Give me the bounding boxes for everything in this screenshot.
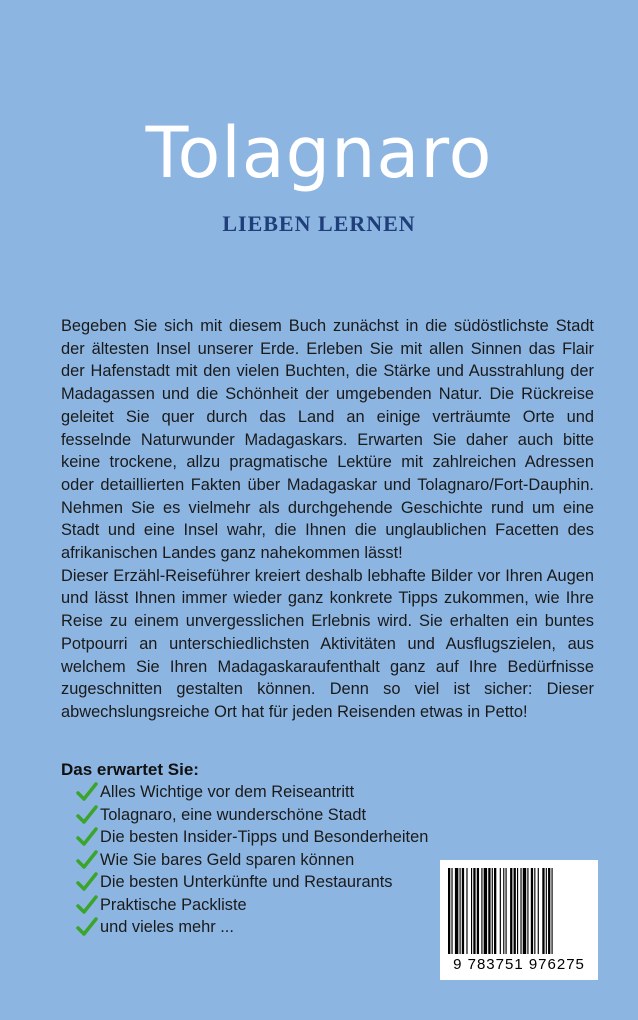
feature-label: Die besten Insider-Tipps und Besonderheiten bbox=[100, 828, 429, 846]
feature-label: und vieles mehr ... bbox=[100, 918, 234, 936]
blurb-paragraph-2: Dieser Erzähl-Reiseführer kreiert deshalb lebhafte Bilder vor Ihren Augen und lässt Ihnen immer wieder ganz konkrete Tipps zukommen, wie Ihre Reise zu einem unvergesslichen Erlebnis wird. Sie erhalten ein buntes Potpourri an unterschiedlichsten Aktivitäten und Ausflugszielen, aus welchem Sie Ihren Madagaskaraufenthalt ganz auf Ihre Bedürfnisse zugeschnitten gestalten können. Denn so viel ist sicher: Dieser abwechslungsreiche Ort hat für jeden Reisenden etwas in Petto! bbox=[61, 566, 594, 721]
barcode-bars bbox=[448, 868, 590, 954]
feature-item bbox=[76, 916, 428, 939]
feature-item bbox=[76, 894, 428, 917]
blurb-paragraph-1: Begeben Sie sich mit diesem Buch zunächst in die südöstlichste Stadt der ältesten Insel unserer Erde. Erleben Sie mit allen Sinnen das Flair der Hafenstadt mit den vielen Buchten, die Stärke und Ausstrahlung der Madagassen und die Schönheit der umgebenden Natur. Die Rückreise geleitet Sie quer durch das Land an einige verträumte Orte und fesselnde Naturwunder Madagaskars. Erwarten Sie daher auch bitte keine trockene, allzu pragmatische Lektüre mit zahlreichen Adressen oder detaillierten Fakten über Madagaskar und Tolagnaro/Fort-Dauphin. Nehmen Sie es vielmehr als durchgehende Geschichte rund um eine Stadt und eine Insel wahr, die Ihnen die unglaublichen Facetten des afrikanischen Landes ganz nahekommen lässt! bbox=[61, 317, 594, 563]
barcode-bar bbox=[552, 868, 553, 954]
feature-label: Wie Sie bares Geld sparen können bbox=[100, 850, 355, 869]
feature-label: Alles Wichtige vor dem Reiseantritt bbox=[100, 783, 355, 801]
barcode-bar bbox=[510, 868, 512, 954]
barcode-bar bbox=[481, 868, 482, 954]
book-subtitle: LIEBEN LERNEN bbox=[222, 211, 416, 236]
barcode-bar bbox=[492, 868, 493, 954]
features-heading: Das erwartet Sie: bbox=[61, 760, 199, 779]
feature-label: Tolagnaro, eine wunderschöne Stadt bbox=[100, 805, 367, 824]
feature-label: Praktische Packliste bbox=[100, 895, 247, 914]
barcode-bar bbox=[527, 868, 528, 954]
barcode-bar bbox=[451, 868, 452, 954]
barcode-bar bbox=[506, 868, 507, 954]
barcode-bar bbox=[488, 868, 490, 954]
blurb-text bbox=[61, 315, 594, 724]
features-list bbox=[76, 781, 428, 939]
barcode-bar bbox=[460, 868, 461, 954]
barcode-bar bbox=[542, 868, 544, 954]
checkmark-icon bbox=[76, 895, 98, 915]
barcode-bar bbox=[462, 868, 464, 954]
feature-item bbox=[76, 849, 428, 872]
barcode-bar bbox=[494, 868, 496, 954]
feature-item bbox=[76, 826, 428, 849]
book-title: Tolagnaro bbox=[145, 112, 493, 194]
barcode-bar bbox=[503, 868, 504, 954]
barcode-bar bbox=[484, 868, 487, 954]
feature-item bbox=[76, 871, 428, 894]
barcode-bar bbox=[517, 868, 518, 954]
barcode-bar bbox=[548, 868, 550, 954]
checkmark-icon bbox=[76, 850, 98, 870]
isbn-barcode bbox=[440, 860, 598, 980]
barcode-bar bbox=[500, 868, 501, 954]
barcode-bar bbox=[546, 868, 547, 954]
checkmark-icon bbox=[76, 872, 98, 892]
barcode-bar bbox=[477, 868, 479, 954]
feature-item bbox=[76, 804, 428, 827]
barcode-bar bbox=[531, 868, 533, 954]
isbn-number: 9 783751 976275 bbox=[453, 956, 585, 973]
feature-label: Die besten Unterkünfte und Restaurants bbox=[100, 873, 393, 891]
checkmark-icon bbox=[76, 782, 98, 802]
barcode-bar bbox=[455, 868, 458, 954]
barcode-bar bbox=[534, 868, 535, 954]
barcode-bar bbox=[466, 868, 467, 954]
feature-item bbox=[76, 781, 428, 804]
barcode-bar bbox=[514, 868, 516, 954]
checkmark-icon bbox=[76, 917, 98, 937]
barcode-bar bbox=[473, 868, 475, 954]
barcode-bar bbox=[471, 868, 472, 954]
barcode-bar bbox=[523, 868, 526, 954]
barcode-bar bbox=[538, 868, 539, 954]
checkmark-icon bbox=[76, 805, 98, 825]
barcode-bar bbox=[520, 868, 521, 954]
barcode-bar bbox=[448, 868, 450, 954]
checkmark-icon bbox=[76, 827, 98, 847]
